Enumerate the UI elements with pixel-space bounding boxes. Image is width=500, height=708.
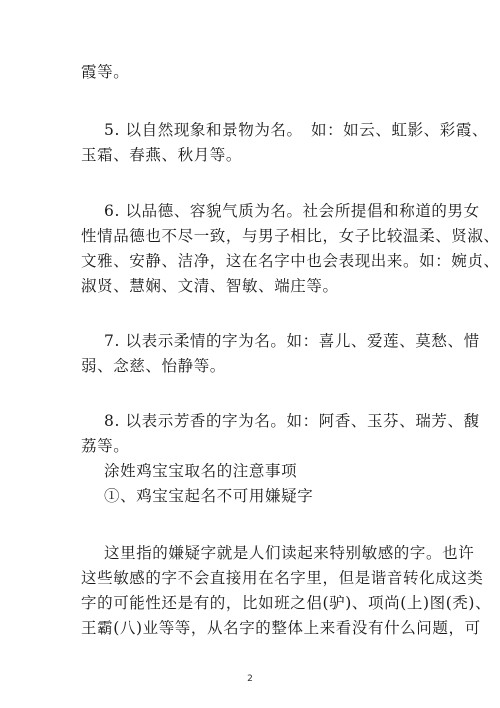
page-number: 2 (247, 674, 253, 684)
text-line: 这些敏感的字不会直接用在名字里，但是谐音转化成这类 (81, 569, 484, 587)
text-line: 文雅、安静、洁净，这在名字中也会表现出来。如：婉贞、 (81, 252, 500, 270)
text-line: 淑贤、慧娴、文清、智敏、端庄等。 (81, 277, 339, 295)
paragraph-first-line: 这里指的嫌疑字就是人们读起来特别敏感的字。也许 (104, 544, 475, 562)
section-heading: 涂姓鸡宝宝取名的注意事项 (104, 462, 298, 480)
list-item-7-heading: 7. 以表示柔情的字为名。如：喜儿、爱莲、莫愁、惜 (104, 332, 480, 350)
text-line: 荔等。 (81, 437, 130, 455)
list-item-6-heading: 6. 以品德、容貌气质为名。社会所提倡和称道的男女 (104, 202, 480, 220)
text-line: 字的可能性还是有的，比如班之侣(驴)、项尚(上)图(秃)、 (81, 594, 492, 612)
list-item-8-heading: 8. 以表示芳香的字为名。如：阿香、玉芬、瑞芳、馥 (104, 412, 480, 430)
text-line: 弱、念慈、怡静等。 (81, 357, 226, 375)
text-line: 玉霜、春燕、秋月等。 (81, 146, 243, 164)
subsection-heading: ①、鸡宝宝起名不可用嫌疑字 (104, 487, 314, 505)
text-line: 霞等。 (81, 63, 130, 81)
list-item-5-heading: 5. 以自然现象和景物为名。 如：如云、虹影、彩霞、 (104, 121, 489, 139)
text-line: 王霸(八)业等等，从名字的整体上来看没有什么问题，可 (81, 619, 481, 637)
text-line: 性情品德也不尽一致，与男子相比，女子比较温柔、贤淑、 (81, 227, 500, 245)
